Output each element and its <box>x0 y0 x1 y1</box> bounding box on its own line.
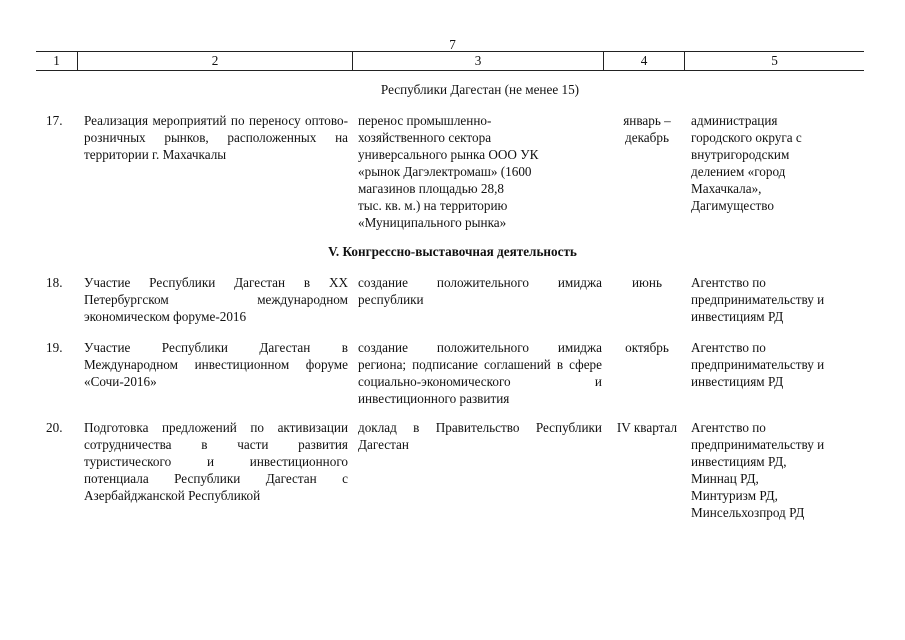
term-cell: октябрь <box>625 340 669 355</box>
measure-cell: Участие Республики Дагестан в XX Петербургском международном экономическом форуме-2016 <box>84 275 348 324</box>
column-header-1: 1 <box>53 53 60 68</box>
measure-cell: Подготовка предложений по активизации сотрудничества в части развития туристического и инвестиционного потенциала Республики Дагестан с Азербайджанской Республикой <box>84 420 348 503</box>
result-cell: создание положительного имиджа региона; подписание соглашений в сфере социально-экономического и инвестиционного развития <box>358 340 602 406</box>
column-header-5: 5 <box>771 53 778 68</box>
table-column-header <box>36 51 864 71</box>
section-title: V. Конгрессно-выставочная деятельность <box>328 244 577 259</box>
result-cell: создание положительного имиджа республики <box>358 275 602 307</box>
term-cell: IV квартал <box>616 420 678 435</box>
column-header-4: 4 <box>640 53 648 68</box>
column-header-2: 2 <box>211 53 219 68</box>
page-number: 7 <box>449 37 456 52</box>
responsible-cell: Агентство по предпринимательству и инвестициям РД <box>691 340 825 389</box>
row-number: 17. <box>46 113 63 128</box>
measure-cell: Реализация мероприятий по переносу оптово-розничных рынков, расположенных на территории г. Махачкалы <box>84 113 348 162</box>
measure-cell: Участие Республики Дагестан в Международном инвестиционном форуме «Сочи-2016» <box>84 340 348 389</box>
responsible-cell: Агентство по предпринимательству и инвестициям РД <box>691 275 825 324</box>
row-number: 18. <box>46 275 63 290</box>
responsible-cell: Агентство по предпринимательству и инвестициям РД, Миннац РД, Минтуризм РД, Минсельхозпрод РД <box>691 420 825 520</box>
continued-text: Республики Дагестан (не менее 15) <box>380 82 580 97</box>
result-cell: перенос промышленно- хозяйственного сектора универсального рынка ООО УК «рынок Дагэлектромаш» (1600 магазинов площадью 28,8 тыс. кв. м.) на территорию «Муниципального рынка» <box>358 113 539 230</box>
row-number: 19. <box>46 340 63 355</box>
responsible-cell: администрация городского округа с внутригородским делением «город Махачкала», Дагимущество <box>691 113 802 213</box>
term-cell: июнь <box>632 275 662 290</box>
column-header-3: 3 <box>474 53 482 68</box>
term-cell: январь – декабрь <box>623 113 671 145</box>
row-number: 20. <box>46 420 63 435</box>
result-cell: доклад в Правительство Республики Дагестан <box>358 420 602 452</box>
